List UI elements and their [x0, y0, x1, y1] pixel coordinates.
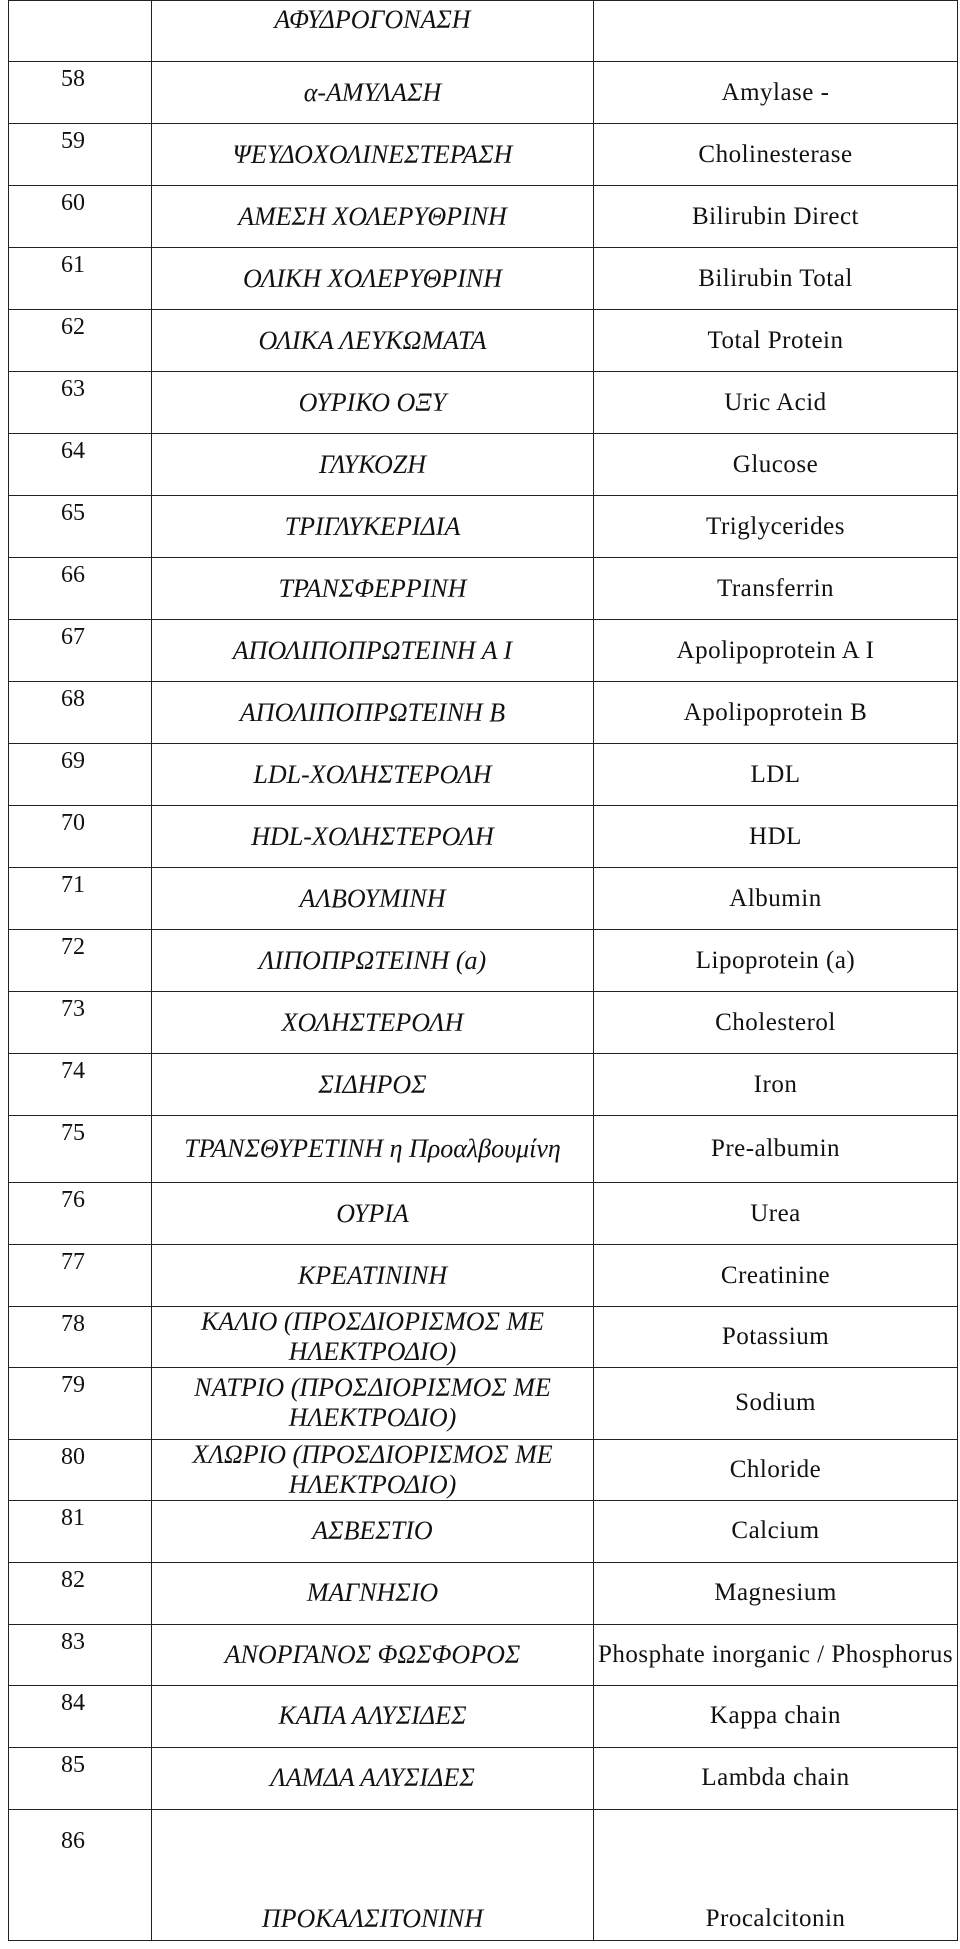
table-row [9, 434, 958, 496]
table-row [9, 1809, 958, 1940]
number-cell: 68 [9, 682, 152, 744]
english-name-cell: Apolipoprotein A I [594, 620, 958, 682]
greek-name-cell: ΑΠΟΛΙΠΟΠΡΩΤΕΙΝΗ Β [152, 682, 594, 744]
number-cell: 79 [9, 1367, 152, 1439]
greek-name-cell: ΤΡΙΓΛΥΚΕΡΙΔΙΑ [152, 496, 594, 558]
table-row [9, 310, 958, 372]
english-name-cell: Triglycerides [594, 496, 958, 558]
greek-name-cell: ΠΡΟΚΑΛΣΙΤΟΝΙΝΗ [152, 1809, 594, 1940]
greek-name-cell: LDL-ΧΟΛΗΣΤΕΡΟΛΗ [152, 744, 594, 806]
english-name-cell: Uric Acid [594, 372, 958, 434]
english-name-cell: Phosphate inorganic / Phosphorus [594, 1624, 958, 1685]
english-name-cell: Potassium [594, 1307, 958, 1368]
number-cell: 78 [9, 1307, 152, 1368]
number-cell: 80 [9, 1439, 152, 1500]
table-row-fragment [9, 1, 958, 62]
greek-name-cell: ΛΑΜΔΑ ΑΛΥΣΙΔΕΣ [152, 1747, 594, 1809]
english-name-cell: Transferrin [594, 558, 958, 620]
number-cell: 72 [9, 930, 152, 992]
number-cell: 61 [9, 248, 152, 310]
number-cell: 62 [9, 310, 152, 372]
table-row [9, 1245, 958, 1307]
table-row [9, 248, 958, 310]
number-cell: 70 [9, 806, 152, 868]
english-name-cell: Magnesium [594, 1562, 958, 1624]
greek-name-cell: ΟΛΙΚΑ ΛΕΥΚΩΜΑΤΑ [152, 310, 594, 372]
greek-name-cell: ΚΡΕΑΤΙΝΙΝΗ [152, 1245, 594, 1307]
table-row [9, 1054, 958, 1116]
english-name-cell: Procalcitonin [594, 1809, 958, 1940]
number-cell [9, 1, 152, 62]
english-name-cell: Albumin [594, 868, 958, 930]
number-cell: 86 [9, 1809, 152, 1940]
number-cell: 64 [9, 434, 152, 496]
table-row [9, 1562, 958, 1624]
greek-name-cell: ΑΝΟΡΓΑΝΟΣ ΦΩΣΦΟΡΟΣ [152, 1624, 594, 1685]
greek-name-cell: ΑΛΒΟΥΜΙΝΗ [152, 868, 594, 930]
table-row [9, 682, 958, 744]
number-cell: 81 [9, 1500, 152, 1562]
table-row [9, 620, 958, 682]
number-cell: 74 [9, 1054, 152, 1116]
greek-name-cell: ΑΠΟΛΙΠΟΠΡΩΤΕΙΝΗ Α Ι [152, 620, 594, 682]
english-name-cell: Bilirubin Direct [594, 186, 958, 248]
greek-name-cell: ΓΛΥΚΟΖΗ [152, 434, 594, 496]
english-name-cell: Calcium [594, 1500, 958, 1562]
table-row [9, 992, 958, 1054]
table-row [9, 496, 958, 558]
english-name-cell: LDL [594, 744, 958, 806]
table-row [9, 1685, 958, 1747]
greek-name-cell: HDL-ΧΟΛΗΣΤΕΡΟΛΗ [152, 806, 594, 868]
table-row [9, 1116, 958, 1183]
test-table-body [9, 1, 958, 1941]
number-cell: 66 [9, 558, 152, 620]
table-row [9, 1500, 958, 1562]
number-cell: 63 [9, 372, 152, 434]
greek-name-cell: ΛΙΠΟΠΡΩΤΕΙΝΗ (a) [152, 930, 594, 992]
greek-name-cell: ΑΜΕΣΗ ΧΟΛΕΡΥΘΡΙΝΗ [152, 186, 594, 248]
english-name-cell: Total Protein [594, 310, 958, 372]
number-cell: 75 [9, 1116, 152, 1183]
table-row [9, 372, 958, 434]
number-cell: 60 [9, 186, 152, 248]
number-cell: 58 [9, 62, 152, 124]
english-name-cell: Amylase - [594, 62, 958, 124]
table-row [9, 124, 958, 186]
english-name-cell: Iron [594, 1054, 958, 1116]
english-name-cell: Sodium [594, 1367, 958, 1439]
number-cell: 65 [9, 496, 152, 558]
greek-name-cell: ΧΟΛΗΣΤΕΡΟΛΗ [152, 992, 594, 1054]
english-name-cell: Cholinesterase [594, 124, 958, 186]
number-cell: 69 [9, 744, 152, 806]
english-name-cell: Cholesterol [594, 992, 958, 1054]
table-row [9, 868, 958, 930]
greek-name-cell: ΤΡΑΝΣΦΕΡΡΙΝΗ [152, 558, 594, 620]
table-row [9, 1747, 958, 1809]
english-name-cell: Pre-albumin [594, 1116, 958, 1183]
number-cell: 84 [9, 1685, 152, 1747]
number-cell: 82 [9, 1562, 152, 1624]
greek-name-cell: ΚΑΠΑ ΑΛΥΣΙΔΕΣ [152, 1685, 594, 1747]
greek-name-cell: ΣΙΔΗΡΟΣ [152, 1054, 594, 1116]
greek-name-cell: ΟΥΡΙΚΟ ΟΞΥ [152, 372, 594, 434]
number-cell: 71 [9, 868, 152, 930]
greek-name-cell: ΚΑΛΙΟ (ΠΡΟΣΔΙΟΡΙΣΜΟΣ ΜΕ ΗΛΕΚΤΡΟΔΙΟ) [152, 1307, 594, 1368]
greek-name-cell: ΝΑΤΡΙΟ (ΠΡΟΣΔΙΟΡΙΣΜΟΣ ΜΕ ΗΛΕΚΤΡΟΔΙΟ) [152, 1367, 594, 1439]
table-row [9, 1307, 958, 1368]
table-row [9, 1624, 958, 1685]
number-cell: 67 [9, 620, 152, 682]
greek-name-cell: ΜΑΓΝΗΣΙΟ [152, 1562, 594, 1624]
greek-name-cell: ΟΛΙΚΗ ΧΟΛΕΡΥΘΡΙΝΗ [152, 248, 594, 310]
greek-name-cell: ΧΛΩΡΙΟ (ΠΡΟΣΔΙΟΡΙΣΜΟΣ ΜΕ ΗΛΕΚΤΡΟΔΙΟ) [152, 1439, 594, 1500]
greek-name-cell: ΟΥΡΙΑ [152, 1183, 594, 1245]
greek-name-cell: α-ΑΜΥΛΑΣΗ [152, 62, 594, 124]
table-row [9, 930, 958, 992]
table-row [9, 558, 958, 620]
table-row [9, 186, 958, 248]
english-name-cell: Lipoprotein (a) [594, 930, 958, 992]
english-name-cell: Kappa chain [594, 1685, 958, 1747]
number-cell: 76 [9, 1183, 152, 1245]
test-table [8, 0, 958, 1941]
english-name-cell: Apolipoprotein B [594, 682, 958, 744]
greek-name-cell: ΑΣΒΕΣΤΙΟ [152, 1500, 594, 1562]
english-name-cell: Lambda chain [594, 1747, 958, 1809]
greek-name-cell: ΨΕΥΔΟΧΟΛΙΝΕΣΤΕΡΑΣΗ [152, 124, 594, 186]
english-name-cell: Glucose [594, 434, 958, 496]
table-row [9, 744, 958, 806]
table-row [9, 1439, 958, 1500]
greek-name-cell: ΤΡΑΝΣΘΥΡΕΤΙΝΗ η Προαλβουμίνη [152, 1116, 594, 1183]
number-cell: 85 [9, 1747, 152, 1809]
table-row [9, 1183, 958, 1245]
english-name-cell [594, 1, 958, 62]
english-name-cell: HDL [594, 806, 958, 868]
number-cell: 73 [9, 992, 152, 1054]
table-row [9, 806, 958, 868]
number-cell: 77 [9, 1245, 152, 1307]
table-row [9, 62, 958, 124]
number-cell: 83 [9, 1624, 152, 1685]
greek-name-cell: ΑΦΥΔΡΟΓΟΝΑΣΗ [152, 1, 594, 62]
english-name-cell: Bilirubin Total [594, 248, 958, 310]
english-name-cell: Urea [594, 1183, 958, 1245]
english-name-cell: Creatinine [594, 1245, 958, 1307]
english-name-cell: Chloride [594, 1439, 958, 1500]
number-cell: 59 [9, 124, 152, 186]
table-row [9, 1367, 958, 1439]
